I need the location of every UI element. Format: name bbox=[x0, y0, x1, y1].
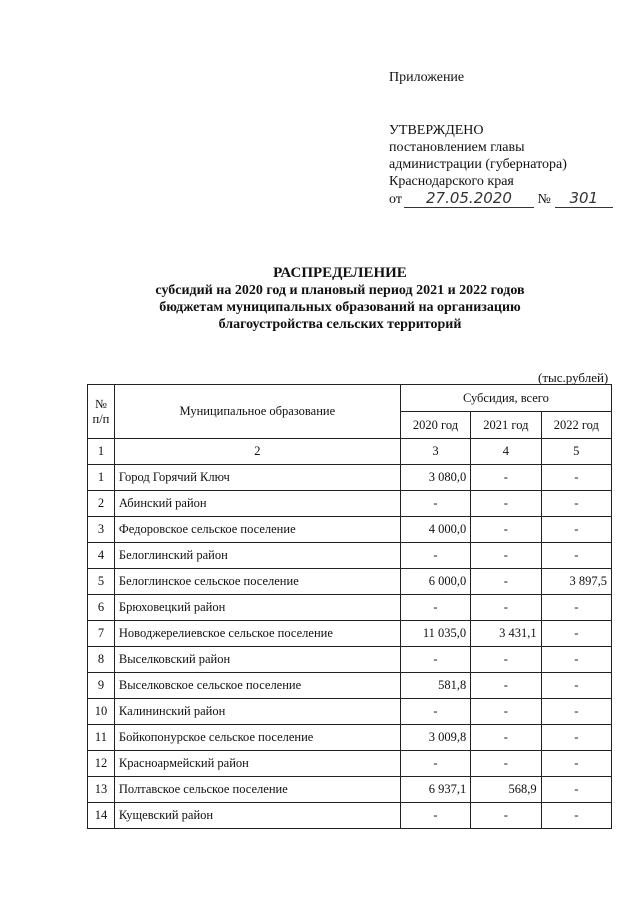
value-2022: - bbox=[541, 465, 611, 491]
appendix-label: Приложение bbox=[389, 70, 465, 85]
header-year: 2020 год bbox=[400, 412, 470, 439]
row-number: 14 bbox=[88, 803, 115, 829]
date-prefix: от bbox=[389, 192, 402, 207]
value-2022: - bbox=[541, 803, 611, 829]
header-year: 2022 год bbox=[541, 412, 611, 439]
row-number: 12 bbox=[88, 751, 115, 777]
row-number: 10 bbox=[88, 699, 115, 725]
table-row bbox=[88, 621, 612, 647]
municipality-name: Кущевский район bbox=[114, 803, 400, 829]
value-2022: - bbox=[541, 777, 611, 803]
title-line: субсидий на 2020 год и плановый период 2021 и 2022 годов bbox=[155, 283, 525, 298]
value-2020: 6 000,0 bbox=[400, 569, 470, 595]
value-2021: - bbox=[471, 699, 541, 725]
header-num: № п/п bbox=[88, 385, 115, 439]
value-2020: 581,8 bbox=[400, 673, 470, 699]
value-2021: 568,9 bbox=[471, 777, 541, 803]
value-2022: - bbox=[541, 647, 611, 673]
value-2021: - bbox=[471, 517, 541, 543]
title-line: бюджетам муниципальных образований на организацию bbox=[159, 300, 521, 315]
value-2020: 4 000,0 bbox=[400, 517, 470, 543]
value-2022: - bbox=[541, 751, 611, 777]
handwritten-date: 27.05.2020 bbox=[404, 190, 534, 208]
approved-line: администрации (губернатора) bbox=[389, 157, 567, 172]
index-cell: 4 bbox=[471, 439, 541, 465]
value-2022: - bbox=[541, 725, 611, 751]
municipality-name: Абинский район bbox=[114, 491, 400, 517]
municipality-name: Брюховецкий район bbox=[114, 595, 400, 621]
table-row bbox=[88, 725, 612, 751]
value-2022: - bbox=[541, 621, 611, 647]
row-number: 3 bbox=[88, 517, 115, 543]
value-2020: 3 080,0 bbox=[400, 465, 470, 491]
table-row bbox=[88, 751, 612, 777]
value-2021: - bbox=[471, 595, 541, 621]
value-2021: 3 431,1 bbox=[471, 621, 541, 647]
table-row bbox=[88, 517, 612, 543]
date-number-line bbox=[389, 190, 613, 208]
value-2021: - bbox=[471, 803, 541, 829]
municipality-name: Федоровское сельское поселение bbox=[114, 517, 400, 543]
municipality-name: Красноармейский район bbox=[114, 751, 400, 777]
row-number: 11 bbox=[88, 725, 115, 751]
approved-title: УТВЕРЖДЕНО bbox=[389, 123, 484, 138]
value-2021: - bbox=[471, 465, 541, 491]
value-2020: - bbox=[400, 699, 470, 725]
table-row bbox=[88, 647, 612, 673]
value-2022: 3 897,5 bbox=[541, 569, 611, 595]
value-2020: - bbox=[400, 543, 470, 569]
approved-line: постановлением главы bbox=[389, 140, 525, 155]
row-number: 13 bbox=[88, 777, 115, 803]
number-prefix: № bbox=[537, 192, 551, 207]
title-main: РАСПРЕДЕЛЕНИЕ bbox=[273, 265, 407, 281]
value-2022: - bbox=[541, 673, 611, 699]
table-row bbox=[88, 803, 612, 829]
header-name: Муниципальное образование bbox=[114, 385, 400, 439]
index-cell: 2 bbox=[114, 439, 400, 465]
value-2020: - bbox=[400, 595, 470, 621]
title-line: благоустройства сельских территорий bbox=[218, 317, 462, 332]
municipality-name: Белоглинский район bbox=[114, 543, 400, 569]
approved-line: Краснодарского края bbox=[389, 174, 514, 189]
approval-block bbox=[389, 122, 613, 208]
table-row bbox=[88, 699, 612, 725]
value-2022: - bbox=[541, 517, 611, 543]
value-2022: - bbox=[541, 699, 611, 725]
value-2022: - bbox=[541, 491, 611, 517]
value-2021: - bbox=[471, 673, 541, 699]
municipality-name: Белоглинское сельское поселение bbox=[114, 569, 400, 595]
header-year: 2021 год bbox=[471, 412, 541, 439]
row-number: 5 bbox=[88, 569, 115, 595]
row-number: 7 bbox=[88, 621, 115, 647]
value-2021: - bbox=[471, 647, 541, 673]
municipality-name: Калининский район bbox=[114, 699, 400, 725]
index-cell: 1 bbox=[88, 439, 115, 465]
value-2021: - bbox=[471, 569, 541, 595]
municipality-name: Выселковский район bbox=[114, 647, 400, 673]
value-2021: - bbox=[471, 491, 541, 517]
index-cell: 3 bbox=[400, 439, 470, 465]
value-2020: 11 035,0 bbox=[400, 621, 470, 647]
municipality-name: Выселковское сельское поселение bbox=[114, 673, 400, 699]
value-2020: - bbox=[400, 751, 470, 777]
row-number: 2 bbox=[88, 491, 115, 517]
table-row bbox=[88, 465, 612, 491]
table-row bbox=[88, 491, 612, 517]
value-2021: - bbox=[471, 543, 541, 569]
municipality-name: Полтавское сельское поселение bbox=[114, 777, 400, 803]
value-2021: - bbox=[471, 725, 541, 751]
row-number: 8 bbox=[88, 647, 115, 673]
value-2020: 3 009,8 bbox=[400, 725, 470, 751]
table-row bbox=[88, 569, 612, 595]
value-2021: - bbox=[471, 751, 541, 777]
municipality-name: Город Горячий Ключ bbox=[114, 465, 400, 491]
value-2022: - bbox=[541, 543, 611, 569]
row-number: 9 bbox=[88, 673, 115, 699]
table-row bbox=[88, 543, 612, 569]
table-row bbox=[88, 777, 612, 803]
value-2020: - bbox=[400, 491, 470, 517]
table-row bbox=[88, 595, 612, 621]
index-cell: 5 bbox=[541, 439, 611, 465]
municipality-name: Новоджерелиевское сельское поселение bbox=[114, 621, 400, 647]
value-2022: - bbox=[541, 595, 611, 621]
document-title bbox=[140, 265, 540, 333]
municipality-name: Бойкопонурское сельское поселение bbox=[114, 725, 400, 751]
row-number: 4 bbox=[88, 543, 115, 569]
handwritten-number: 301 bbox=[555, 190, 613, 208]
header-subsidy-group: Субсидия, всего bbox=[400, 385, 611, 412]
value-2020: - bbox=[400, 803, 470, 829]
subsidy-table bbox=[87, 384, 612, 829]
value-2020: 6 937,1 bbox=[400, 777, 470, 803]
value-2020: - bbox=[400, 647, 470, 673]
unit-label: (тыс.рублей) bbox=[538, 370, 609, 385]
row-number: 6 bbox=[88, 595, 115, 621]
row-number: 1 bbox=[88, 465, 115, 491]
table-row bbox=[88, 673, 612, 699]
